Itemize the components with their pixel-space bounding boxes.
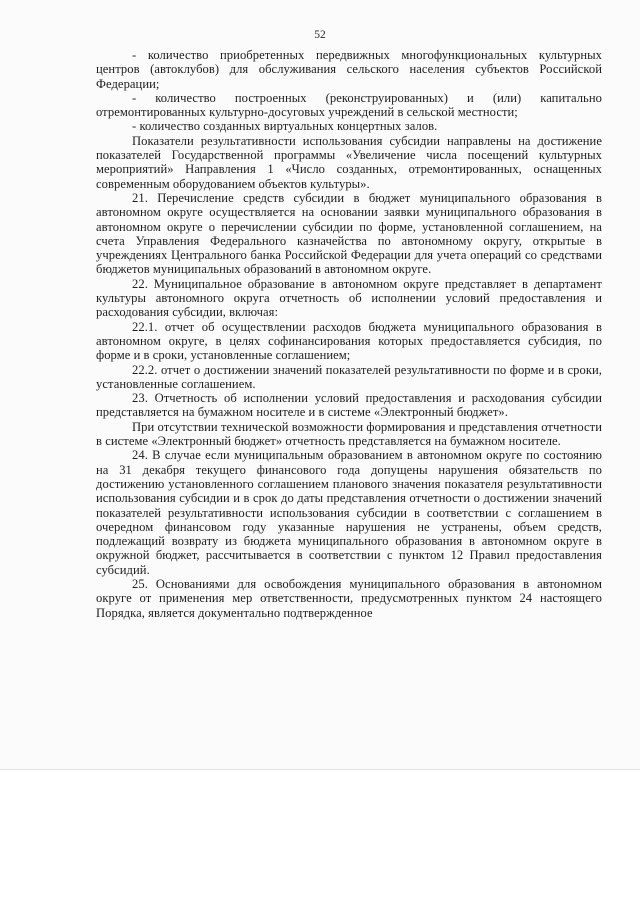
paragraph-clause-21: 21. Перечисление средств субсидии в бюджет муниципального образования в автономном округе осуществляется на основании заявки муниципального образования в автономном округе о перечислении субсидии по форме, установленной соглашением, на счета Управления Федерального казначейства по автономному округу, открытые в учреждениях Центрального банка Российской Федерации для учета операций со средствами бюджетов муниципальных образований в автономном округе.	[96, 190, 602, 277]
paragraph-clause-23-note: При отсутствии технической возможности формирования и представления отчетности в системе «Электронный бюджет» отчетность представляется на бумажном носителе.	[96, 419, 602, 449]
paragraph-clause-24: 24. В случае если муниципальным образованием в автономном округе по состоянию на 31 декабря текущего финансового года допущены нарушения обязательств по достижению установленного соглашением планового значения показателя результативности использования субсидии и в срок до даты представления отчетности о достижении значений показателей результативности использования субсидии в соответствии с соглашением в очередном финансовом году указанные нарушения не устранены, объем средств, подлежащий возврату из бюджета муниципального образования в автономном округе в окружной бюджет, рассчитывается в соответствии с пунктом 12 Правил предоставления субсидий.	[96, 448, 602, 577]
paragraph-clause-23: 23. Отчетность об исполнении условий предоставления и расходования субсидии представляется на бумажном носителе и в системе «Электронный бюджет».	[96, 391, 602, 420]
paragraph-clause-22-1: 22.1. отчет об осуществлении расходов бюджета муниципального образования в автономном округе, в целях софинансирования которых предоставляется субсидия, по форме и в сроки, установленные соглашением;	[96, 319, 602, 363]
page-number: 52	[314, 29, 326, 41]
document-body	[96, 48, 602, 620]
paragraph-list-item-virtual-halls: - количество созданных виртуальных концертных залов.	[132, 119, 438, 134]
paragraph-clause-22-2: 22.2. отчет о достижении значений показателей результативности по форме и в сроки, установленные соглашением.	[96, 362, 602, 391]
blank-area-below-page	[0, 770, 640, 905]
paragraph-clause-22: 22. Муниципальное образование в автономном округе представляет в департамент культуры автономного округа отчетность об исполнении условий предоставления и расходования субсидии, включая:	[96, 276, 602, 320]
paragraph-list-item-culture-houses: - количество построенных (реконструированных) и (или) капитально отремонтированных культурно-досуговых учреждений в сельской местности;	[96, 90, 602, 120]
paragraph-performance-indicators: Показатели результативности использования субсидии направлены на достижение показателей Государственной программы «Увеличение числа посещений культурных мероприятий» Направления 1 «Число созданных, отремонтированных, оснащенных современным оборудованием объектов культуры».	[96, 133, 602, 191]
paragraph-clause-25: 25. Основаниями для освобождения муниципального образования в автономном округе от применения мер ответственности, предусмотренных пунктом 24 настоящего Порядка, является документально подтвержденное	[96, 576, 602, 620]
paragraph-list-item-autoclubs: - количество приобретенных передвижных многофункциональных культурных центров (автоклубов) для обслуживания сельского населения субъектов Российской Федерации;	[96, 48, 602, 91]
